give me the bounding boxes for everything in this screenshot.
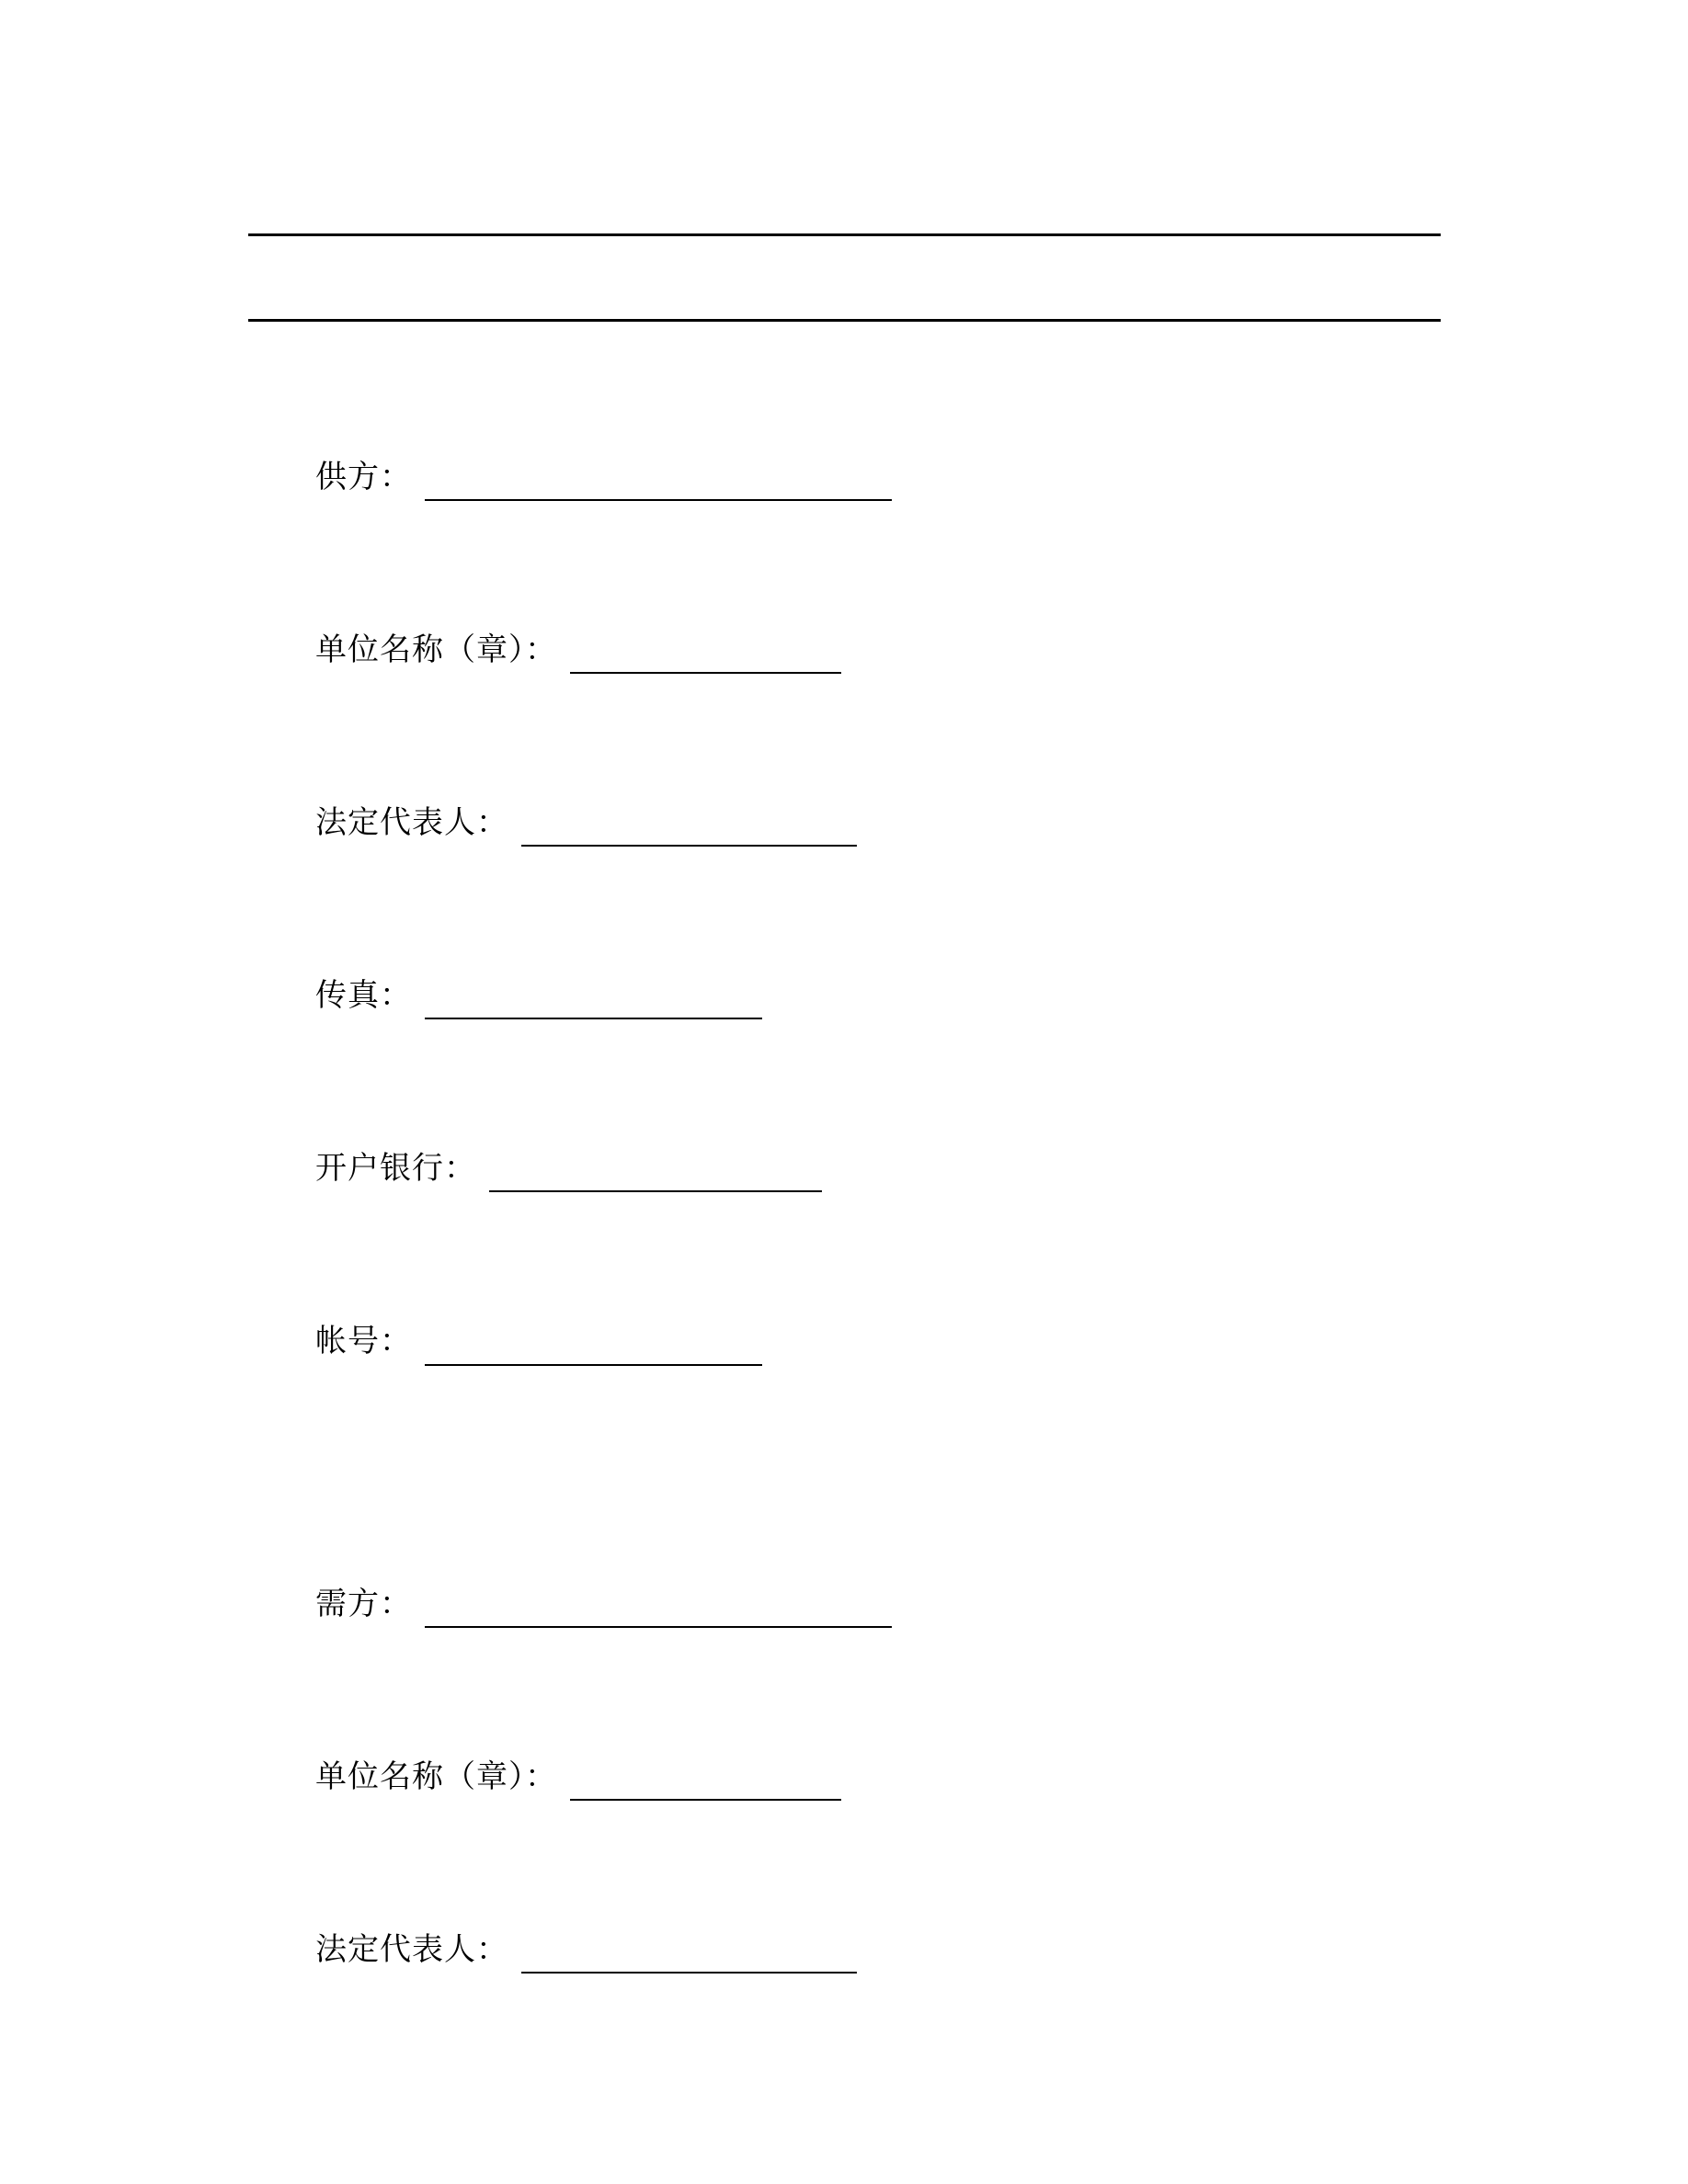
field-row <box>315 1324 892 1359</box>
top-rule-1 <box>248 233 1441 236</box>
field-row <box>315 460 892 495</box>
field-blank-line <box>570 1799 841 1801</box>
field-row <box>315 632 892 668</box>
section-supplier <box>315 460 892 1360</box>
field-row <box>315 978 892 1014</box>
field-label: 单位名称（章）： <box>315 633 557 668</box>
field-blank-line <box>521 1972 857 1974</box>
field-label: 开户银行： <box>315 1152 476 1187</box>
field-blank-line <box>570 672 841 674</box>
field-blank-line <box>425 499 892 501</box>
field-row <box>315 1759 892 1795</box>
field-row <box>315 805 892 841</box>
section-buyer <box>315 1587 892 1968</box>
field-blank-line <box>521 845 857 847</box>
field-blank-line <box>489 1190 822 1192</box>
field-row <box>315 1587 892 1622</box>
field-label: 传真： <box>315 979 412 1014</box>
field-label: 需方： <box>315 1587 412 1621</box>
signature-fields <box>315 322 892 1968</box>
field-label: 法定代表人： <box>315 806 508 841</box>
field-label: 法定代表人： <box>315 1932 508 1967</box>
field-blank-line <box>425 1626 892 1628</box>
field-blank-line <box>425 1018 762 1019</box>
field-label: 供方： <box>315 461 412 495</box>
field-row <box>315 1932 892 1968</box>
field-label: 帐号： <box>315 1325 412 1359</box>
field-blank-line <box>425 1364 762 1366</box>
field-row <box>315 1151 892 1187</box>
field-label: 单位名称（章）： <box>315 1759 557 1794</box>
